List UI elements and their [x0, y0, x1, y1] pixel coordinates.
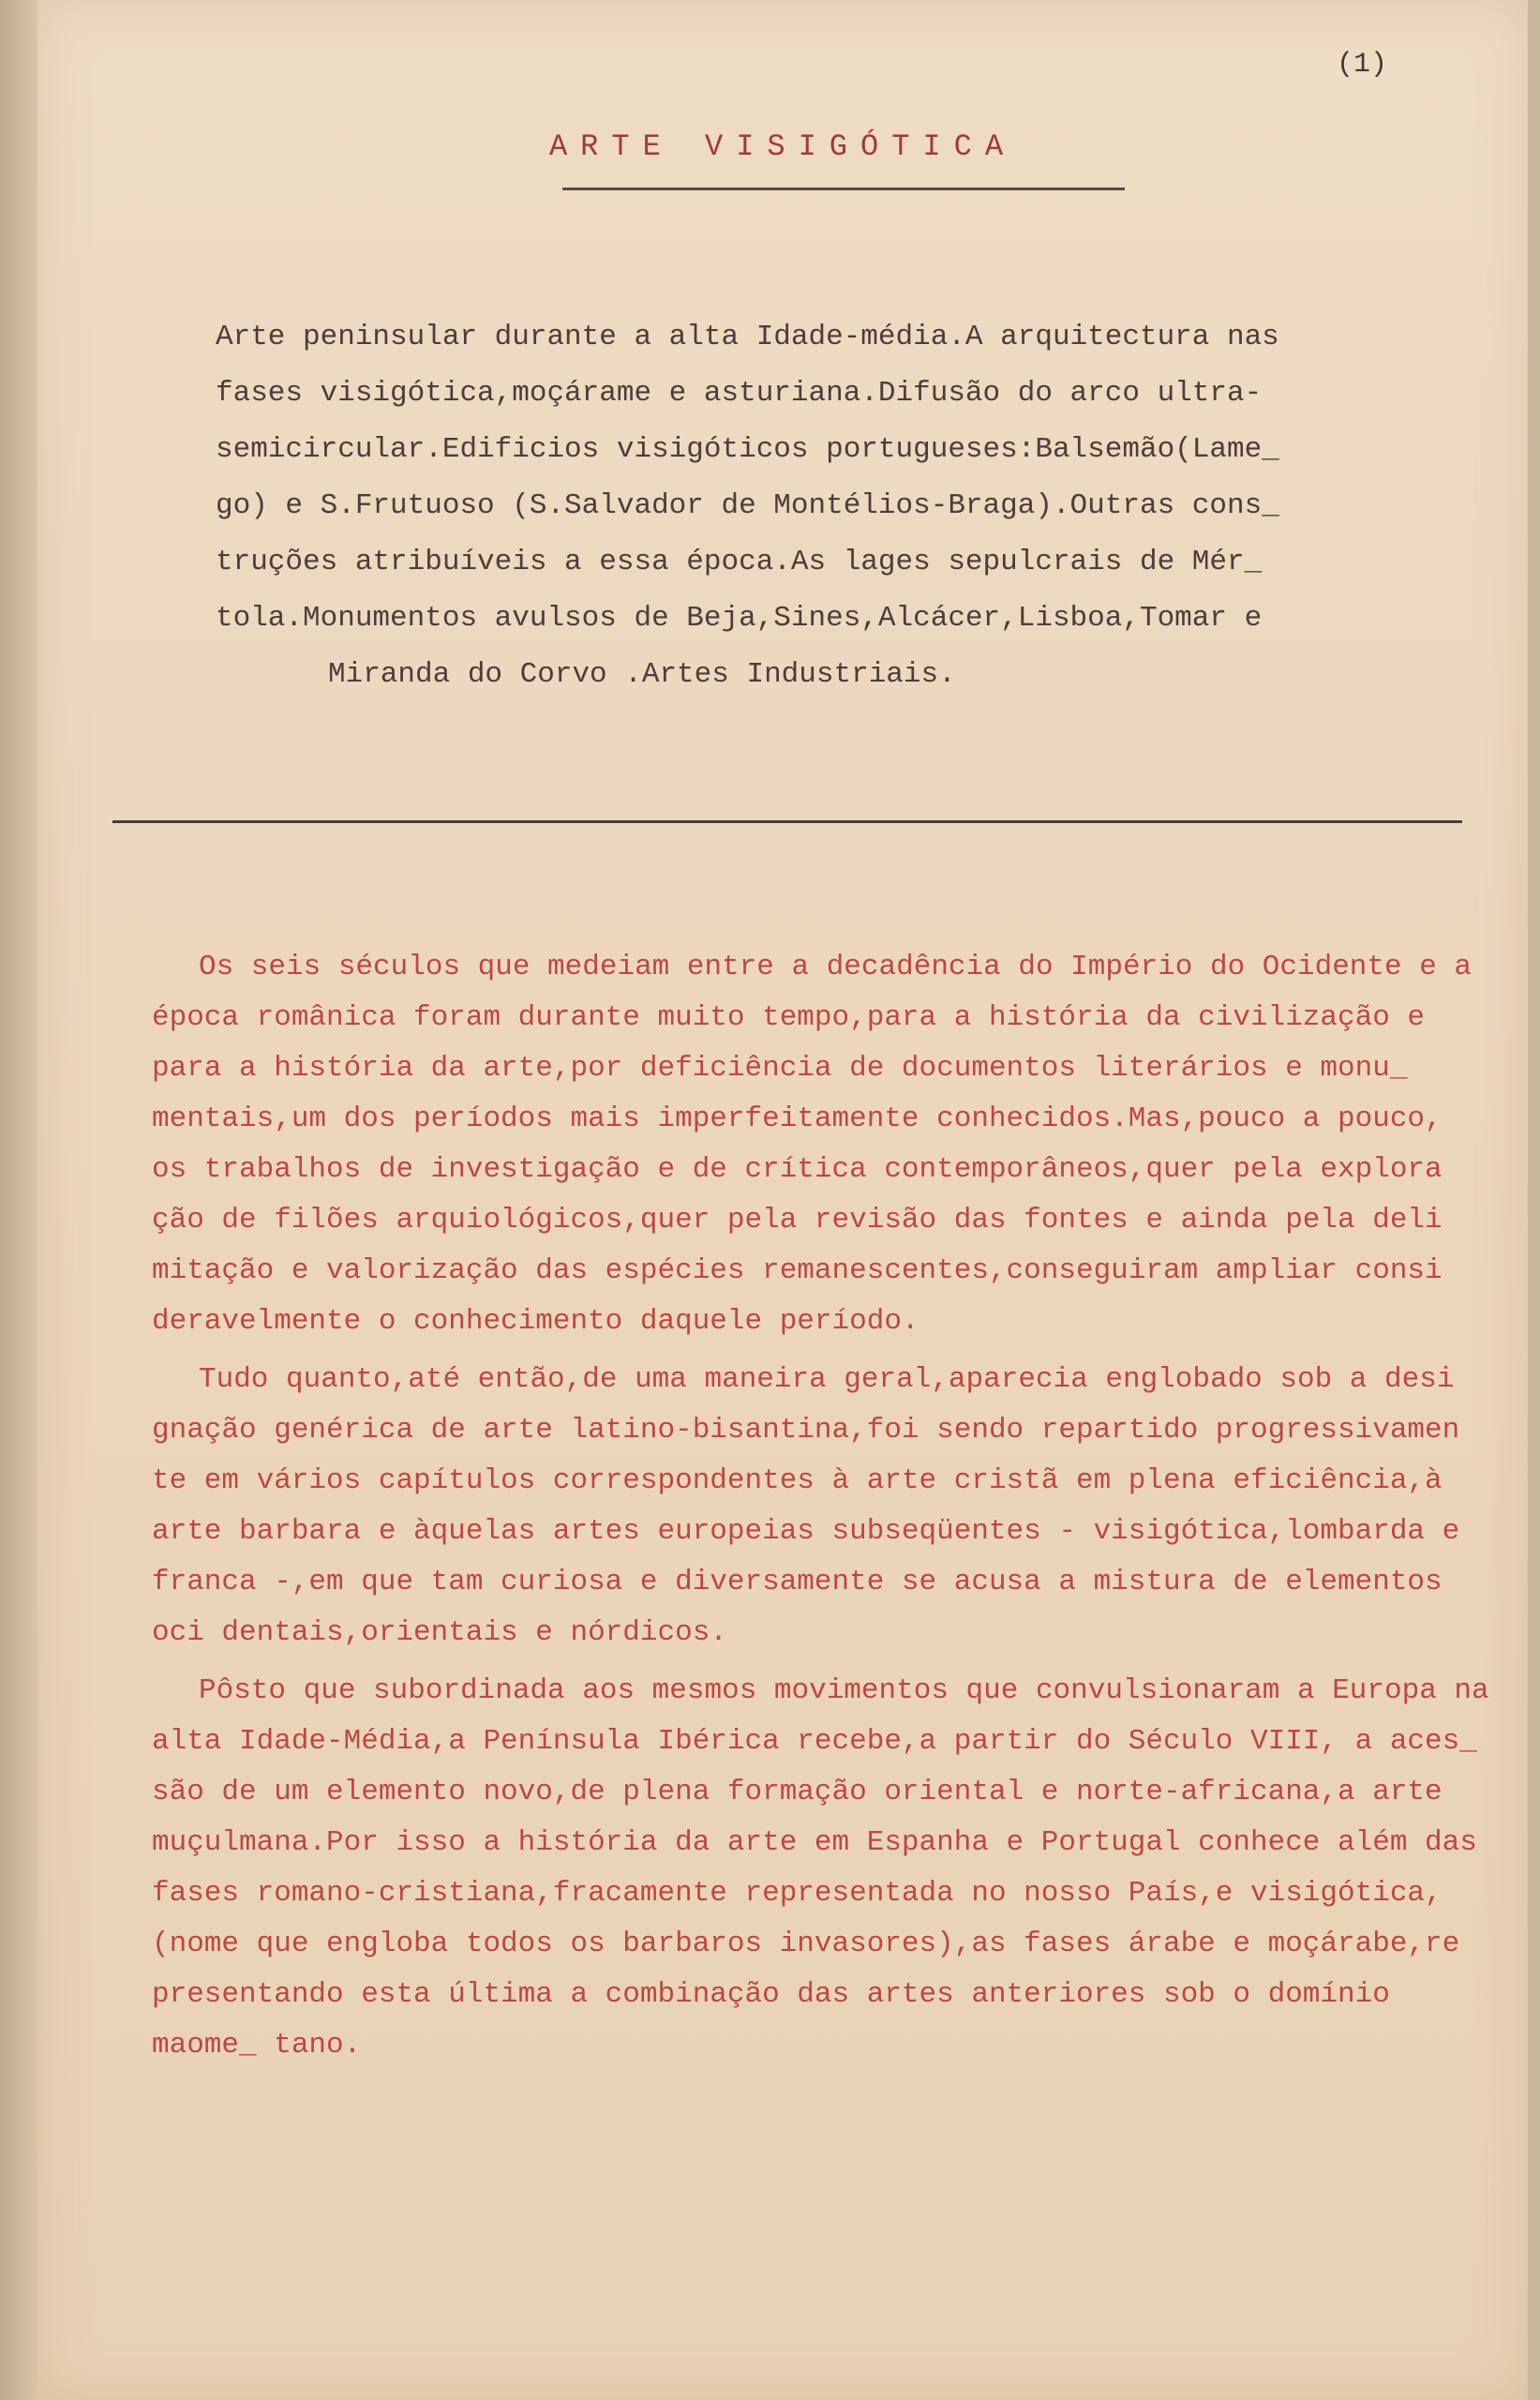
body-paragraph: Tudo quanto,até então,de uma maneira geral,aparecia englobado sob a desi gnação genérica de arte latino-bisantina,foi sendo repartido progressivamen te em vários capítulos correspondentes à arte cristã em plena eficiência,à arte barbara e àquelas artes europeias subseqüentes - visigótica,lombarda e franca -,em que tam curiosa e diversamente se acusa a mistura de elementos oci dentais,orientais e nórdicos. — [152, 1363, 1460, 1649]
body-paragraph: Os seis séculos que medeiam entre a decadência do Império do Ocidente e a época românica foram durante muito tempo,para a história da civilização e para a história da arte,por deficiência de documentos literários e monu_ mentais,um dos períodos mais imperfeitamente conhecidos.Mas,pouco a pouco, os trabalhos de investigação e de crítica contemporâneos,quer pela explora ção de filões arquiológicos,quer pela revisão das fontes e ainda pela deli mitação e valorização das espécies remanescentes,conseguiram ampliar consi deravelmente o conhecimento daquele período. — [152, 951, 1473, 1338]
page-number: (1) — [1336, 49, 1387, 81]
summary-line: fases visigótica,moçárame e asturiana.Difusão do arco ultra- — [216, 377, 1263, 410]
summary-line: Miranda do Corvo .Artes Industriais. — [328, 658, 956, 691]
title-underline — [562, 188, 1125, 190]
summary-line: Arte peninsular durante a alta Idade-média.A arquitectura nas — [216, 321, 1279, 353]
body-paragraph: Pôsto que subordinada aos mesmos movimentos que convulsionaram a Europa na alta Idade-Média,a Península Ibérica recebe,a partir do Século VIII, a aces_ são de um elemento novo,de plena formação oriental e norte-africana,a arte muçulmana.Por isso a história da arte em Espanha e Portugal conhece além das fases romano-cristiana,fracamente representada no nosso País,e visigótica, (nome que engloba todos os barbaros invasores),as fases árabe e moçárabe,re presentando esta última a combinação das artes anteriores sob o domínio maome_ tano. — [152, 1674, 1489, 2062]
summary-line: truções atribuíveis a essa época.As lages sepulcrais de Mér_ — [216, 546, 1263, 578]
page-edge — [0, 0, 37, 2400]
body-text — [152, 942, 1492, 2071]
summary-line: tola.Monumentos avulsos de Beja,Sines,Alcácer,Lisboa,Tomar e — [216, 602, 1263, 635]
section-divider — [112, 820, 1462, 823]
summary-line: semicircular.Edificios visigóticos portugueses:Balsemão(Lame_ — [216, 433, 1279, 466]
chapter-summary — [216, 309, 1397, 703]
summary-line: go) e S.Frutuoso (S.Salvador de Montélios-Braga).Outras cons_ — [216, 489, 1279, 522]
document-page — [37, 0, 1528, 2400]
page-title: ARTE VISIGÓTICA — [548, 129, 1017, 164]
